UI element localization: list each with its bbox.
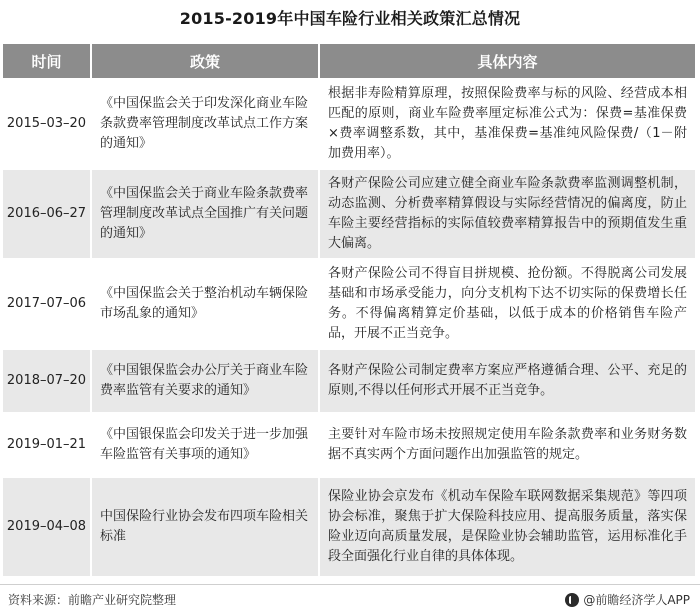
row-policy: 《中国银保监会办公厅关于商业车险费率监管有关要求的通知》 (92, 348, 320, 412)
table-row (3, 476, 695, 576)
row-date: 2015–03–20 (3, 78, 92, 168)
footer (0, 584, 700, 615)
row-date: 2017–07–06 (3, 258, 92, 348)
page-title: 2015-2019年中国车险行业相关政策汇总情况 (179, 9, 521, 28)
row-policy: 《中国保监会关于整治机动车辆保险市场乱象的通知》 (92, 258, 320, 348)
row-date: 2018–07–20 (3, 348, 92, 412)
table-row (3, 78, 695, 168)
row-content: 保险业协会京发布《机动车保险车联网数据采集规范》等四项协会标准，聚焦于扩大保险科技应用、提高服务质量，落实保险业迈向高质量发展，是保险业协会辅助监管，运用标准化手段全面强化行业自律的具体体现。 (320, 476, 695, 576)
row-date: 2019–01–21 (3, 412, 92, 476)
row-content: 各财产保险公司不得盲目拼规模、抢份额。不得脱离公司发展基础和市场承受能力，向分支机构下达不切实际的保费增长任务。不得偏离精算定价基础，以低于成本的价格销售车险产品，开展不正当竞争。 (320, 258, 695, 348)
policy-table (3, 44, 695, 576)
table-row (3, 348, 695, 412)
header-content: 具体内容 (320, 44, 695, 78)
row-policy: 《中国保监会关于印发深化商业车险条款费率管理制度改革试点工作方案的通知》 (92, 78, 320, 168)
row-content: 根据非寿险精算原理，按照保险费率与标的风险、经营成本相匹配的原则，商业车险费率厘定标准公式为：保费=基准保费×费率调整系数，其中，基准保费=基准纯风险保费/（1－附加费用率）。 (320, 78, 695, 168)
row-content: 各财产保险公司应建立健全商业车险条款费率监测调整机制，动态监测、分析费率精算假设与实际经营情况的偏离度，防止车险主要经营指标的实际值较费率精算报告中的预期值发生重大偏离。 (320, 168, 695, 258)
row-content: 各财产保险公司制定费率方案应严格遵循合理、公平、充足的原则,不得以任何形式开展不正当竞争。 (320, 348, 695, 412)
table-row (3, 412, 695, 476)
row-content: 主要针对车险市场未按照规定使用车险条款费率和业务财务数据不真实两个方面问题作出加强监管的规定。 (320, 412, 695, 476)
header-time: 时间 (3, 44, 92, 78)
table-row (3, 258, 695, 348)
row-date: 2016–06–27 (3, 168, 92, 258)
table-header-row (3, 44, 695, 78)
row-policy: 中国保险行业协会发布四项车险相关标准 (92, 476, 320, 576)
row-date: 2019–04–08 (3, 476, 92, 576)
header-policy: 政策 (92, 44, 320, 78)
brand-label: @前瞻经济学人APP (583, 593, 690, 607)
table-row (3, 168, 695, 258)
brand-credit (565, 591, 690, 608)
row-policy: 《中国银保监会印发关于进一步加强车险监管有关事项的通知》 (92, 412, 320, 476)
source-note: 资料来源：前瞻产业研究院整理 (8, 593, 177, 607)
qianzhan-logo-icon (565, 593, 579, 607)
row-policy: 《中国保监会关于商业车险条款费率管理制度改革试点全国推广有关问题的通知》 (92, 168, 320, 258)
